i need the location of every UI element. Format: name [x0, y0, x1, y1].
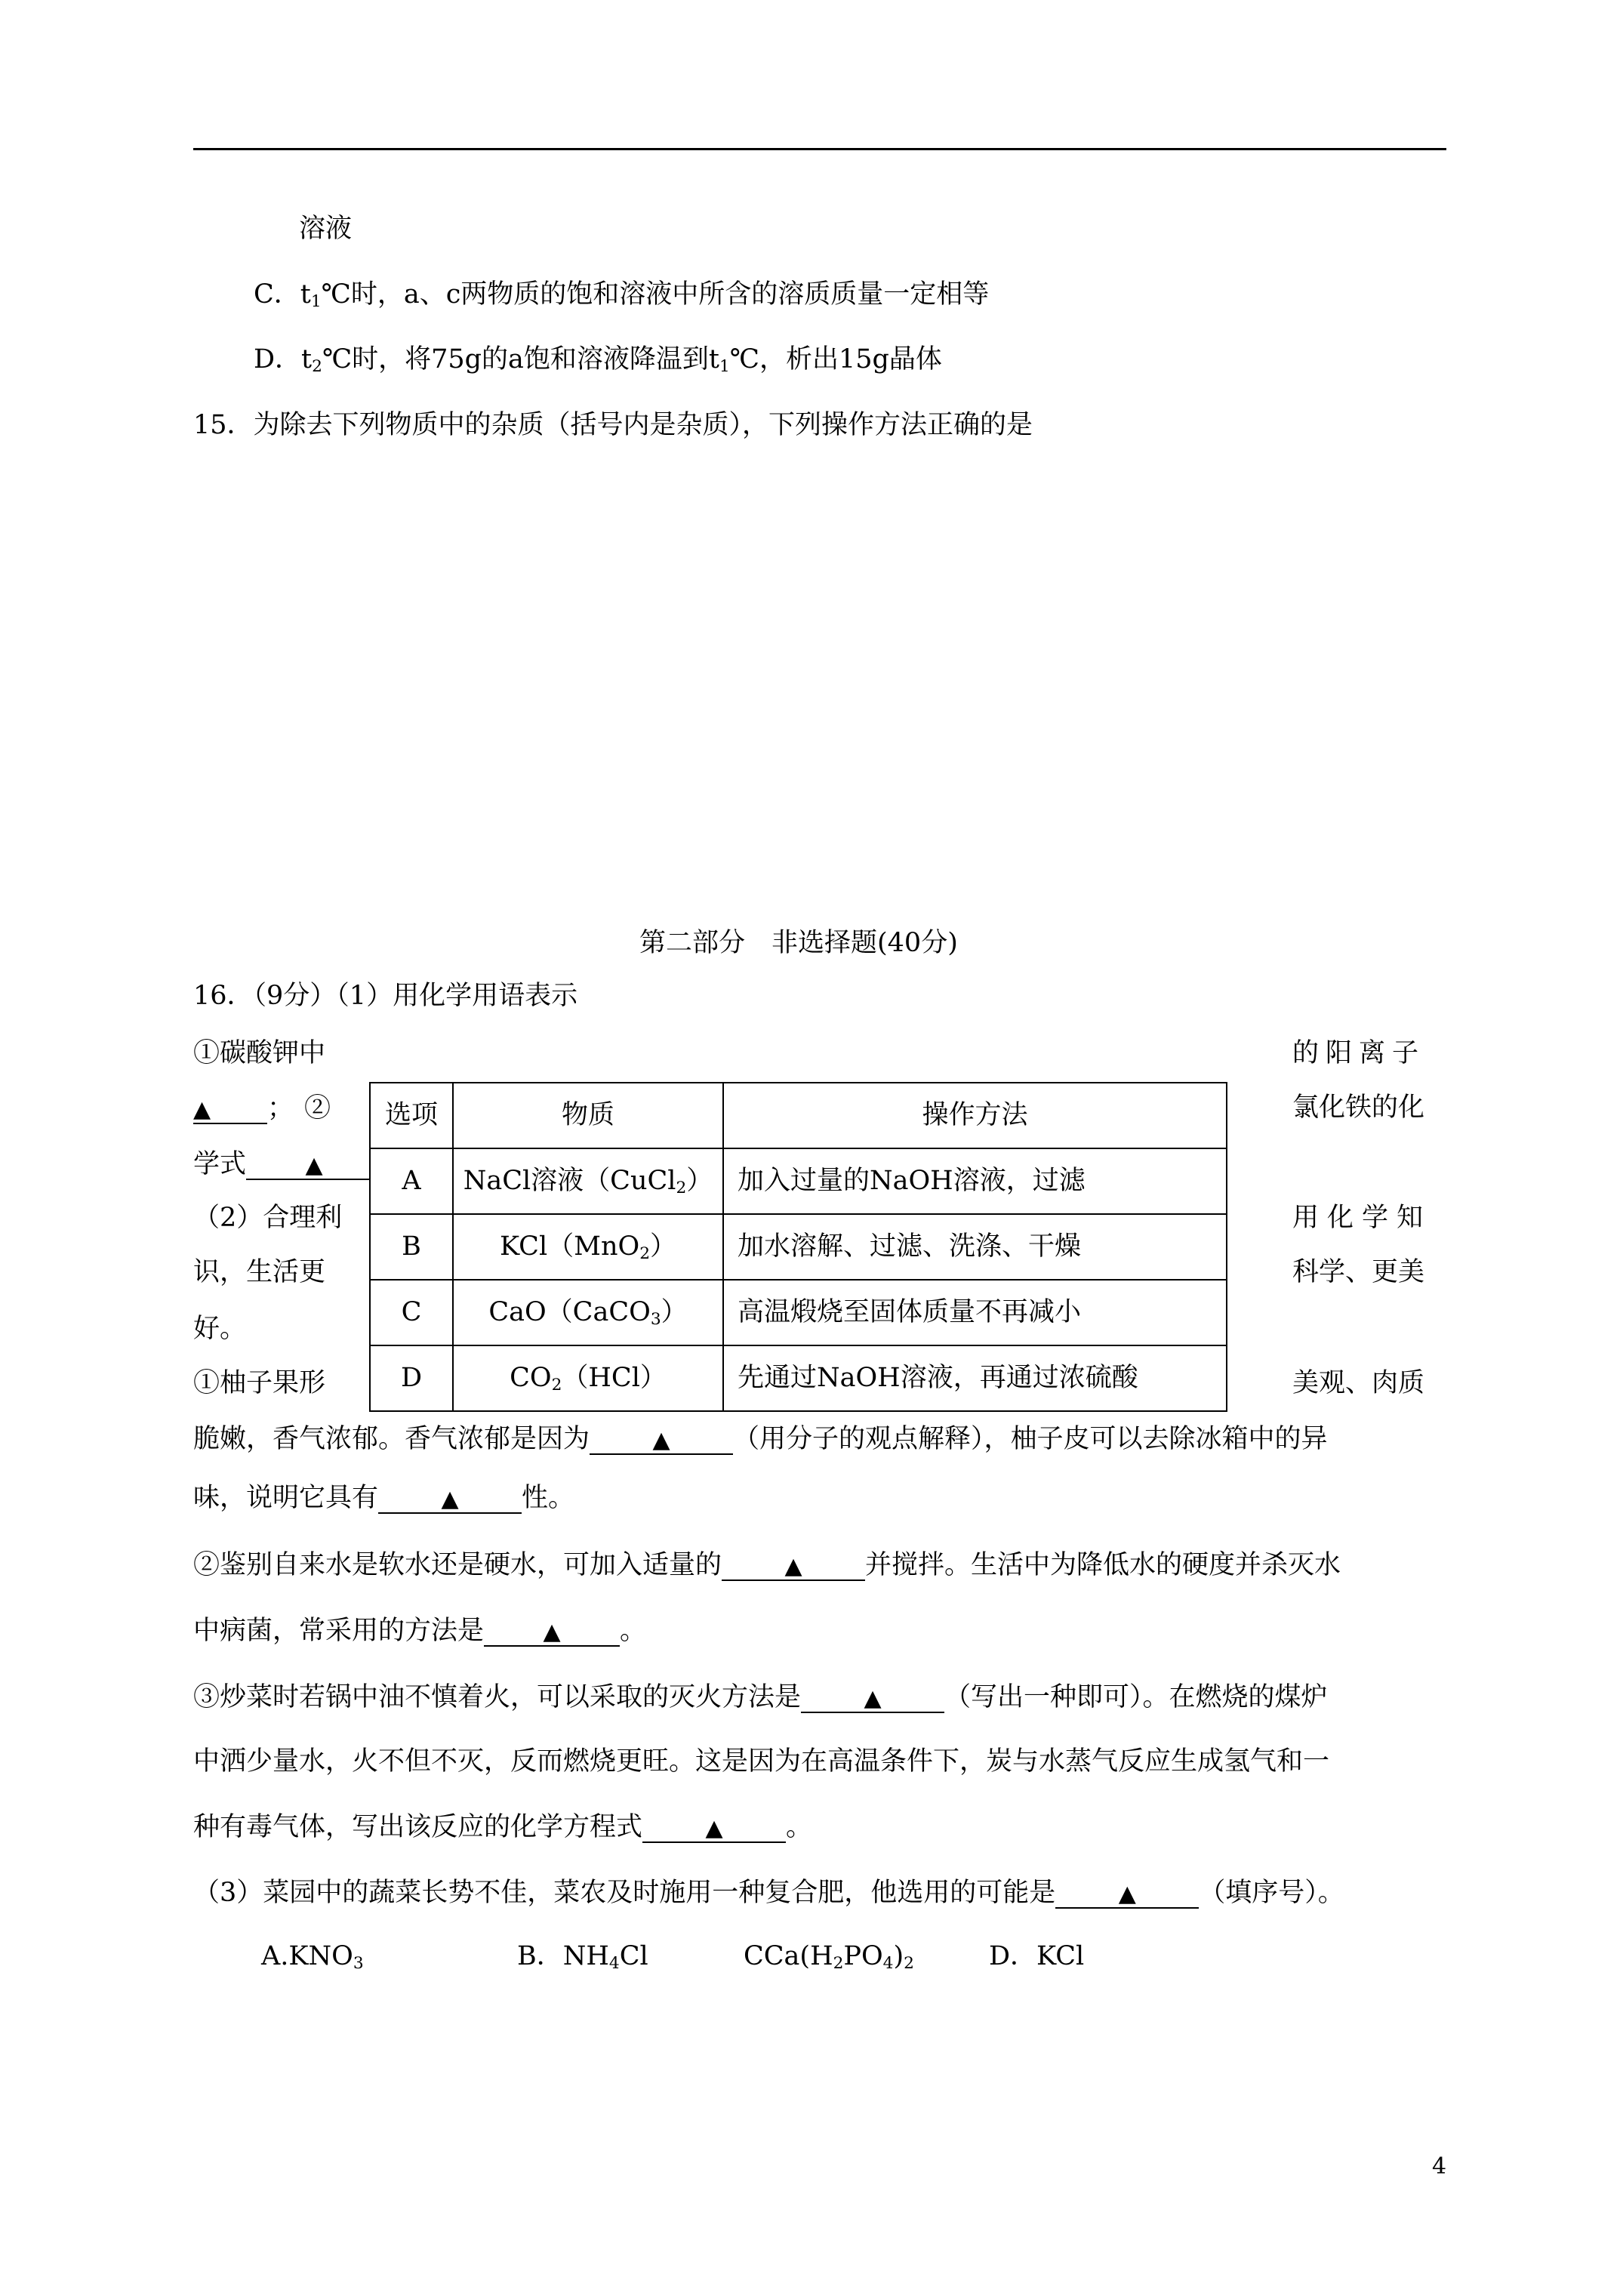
page-number: 4: [1432, 2153, 1447, 2180]
table-header-cell: 操作方法: [723, 1083, 1227, 1148]
table-header-row: [370, 1083, 1227, 1148]
header-rule: [193, 148, 1446, 150]
substance-cell: NaCl溶液（CuCl$_2$）: [453, 1148, 723, 1214]
q15-stem: 15．为除去下列物质中的杂质（括号内是杂质），下列操作方法正确的是: [193, 410, 1033, 440]
answer-blank: ▲: [1055, 1879, 1199, 1909]
option-letter: A: [370, 1148, 453, 1214]
q15-options-table: [369, 1082, 1227, 1412]
q16-line7-left: ①柚子果形: [193, 1368, 326, 1398]
choice-d: D．KCl: [989, 1941, 1085, 1971]
answer-blank: ▲: [484, 1617, 620, 1647]
option-letter: D: [370, 1345, 453, 1411]
q16-line3-left: 学式 ▲: [193, 1151, 408, 1180]
table-row: [370, 1148, 1227, 1214]
q16-line-a: 脆嫩，香气浓郁。香气浓郁是因为 ▲ （用分子的观点解释），柚子皮可以去除冰箱中的异: [193, 1424, 1328, 1454]
answer-blank: ▲: [801, 1684, 944, 1713]
answer-blank: ▲: [642, 1814, 786, 1843]
q16-line-c: ②鉴别自来水是软水还是硬水，可加入适量的 ▲ 并搅拌。生活中为降低水的硬度并杀灭水: [193, 1550, 1341, 1580]
answer-blank: ▲: [246, 1151, 382, 1180]
q16-line-f: 中洒少量水，火不但不灭，反而燃烧更旺。这是因为在高温条件下，炭与水蒸气反应生成氢气和一: [193, 1746, 1330, 1777]
section-title: 第二部分 非选择题(40分): [639, 928, 958, 958]
q16-line-e: ③炒菜时若锅中油不慎着火，可以采取的灭火方法是 ▲ （写出一种即可）。在燃烧的煤炉: [193, 1682, 1328, 1712]
table-row: [370, 1345, 1227, 1411]
table-row: [370, 1280, 1227, 1345]
table-row: [370, 1214, 1227, 1280]
q14-option-c: C．$t_1℃$时，a、c两物质的饱和溶液中所含的溶质质量一定相等: [254, 279, 990, 311]
choice-a: $A.KNO_3$: [261, 1941, 364, 1973]
choice-b: B．$NH_4Cl$: [517, 1941, 648, 1973]
choice-c: $CCa(H_2PO_4)_2$: [744, 1941, 914, 1973]
table-header-cell: 物质: [453, 1083, 723, 1148]
q16-line4-left: （2）合理利: [193, 1203, 343, 1233]
q16-line2-right: 氯化铁的化: [1292, 1093, 1425, 1123]
q16-line4-right: 用化学知: [1292, 1203, 1432, 1233]
substance-cell: CaO（CaCO$_3$）: [453, 1280, 723, 1345]
option-letter: C: [370, 1280, 453, 1345]
table-header-cell: 选项: [370, 1083, 453, 1148]
q16-line1-right: 的阳离子: [1292, 1038, 1426, 1068]
q16-line-d: 中病菌，常采用的方法是 ▲ 。: [193, 1616, 647, 1646]
method-cell: 高温煅烧至固体质量不再减小: [723, 1280, 1227, 1345]
q14-option-d: D．$t_2℃$时，将75g的a饱和溶液降温到$t_1℃$，析出15g晶体: [254, 344, 942, 376]
substance-cell: $CO_2(HCl)$: [453, 1345, 723, 1411]
answer-blank: ▲: [722, 1552, 865, 1581]
answer-blank: ▲: [378, 1484, 522, 1514]
method-cell: 先通过NaOH溶液，再通过浓硫酸: [723, 1345, 1227, 1411]
q16-line7-right: 美观、肉质: [1292, 1368, 1425, 1398]
q16-line-b: 味，说明它具有 ▲ 性。: [193, 1483, 575, 1513]
method-cell: 加入过量的NaOH溶液，过滤: [723, 1148, 1227, 1214]
q16-stem: 16．（9分）（1）用化学用语表示: [193, 981, 578, 1011]
q16-line1-left: ①碳酸钾中: [193, 1038, 326, 1068]
q16-line-h: （3）菜园中的蔬菜长势不佳，菜农及时施用一种复合肥，他选用的可能是 ▲ （填序号）。: [193, 1878, 1344, 1908]
q16-line6-left: 好。: [193, 1314, 247, 1344]
q16-line5-right: 科学、更美: [1292, 1257, 1425, 1287]
q16-line5-left: 识，生活更: [193, 1257, 326, 1287]
answer-blank: ▲: [193, 1095, 267, 1124]
method-cell: 加水溶解、过滤、洗涤、干燥: [723, 1214, 1227, 1280]
q16-line-g: 种有毒气体，写出该反应的化学方程式 ▲ 。: [193, 1812, 813, 1842]
option-letter: B: [370, 1214, 453, 1280]
q14-continuation: 溶液: [299, 214, 353, 244]
q16-line2-left: ▲ ；②: [193, 1093, 342, 1123]
answer-blank: ▲: [590, 1425, 733, 1455]
substance-cell: KCl（MnO$_2$）: [453, 1214, 723, 1280]
